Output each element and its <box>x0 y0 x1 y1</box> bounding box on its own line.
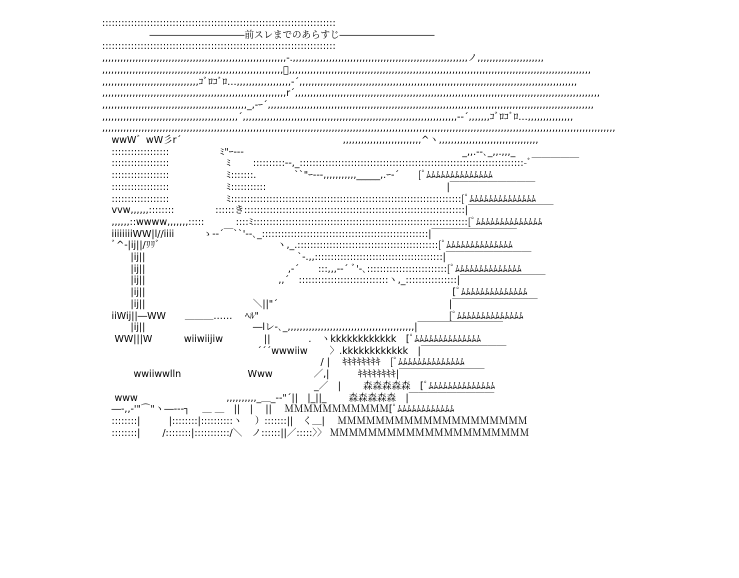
art-line: |ij|| ―lレ-､_,,,,,,,,,,,,,,,,,,,,,,,,,,,,,,,,,,,,,,,,,,|￣￣￣￣￣￣￣￣￣ <box>102 322 504 334</box>
art-line: :::::::::::::::::: ﾐ:::::::. ``"ｰ---,,,,,,,,,,,_____,.ｰ-´ [ﾟﾑﾑﾑﾑﾑﾑﾑﾑﾑﾑﾑﾑﾑﾑ <box>102 170 493 182</box>
art-line: |ij|| ＼||"´ |￣￣￣￣￣￣￣￣￣ <box>102 298 538 310</box>
art-line: ::::::::::::::::::::::::::::::::::::::::::::::::::::::::::::::::::::::::: <box>102 41 336 53</box>
art-line: ﾞ^-|ij||/ﾘﾘﾞ ヽ,_.::::::::::::::::::::::::::::::::::::::::::::[ﾟﾑﾑﾑﾑﾑﾑﾑﾑﾑﾑﾑﾑﾑﾑ <box>102 240 513 252</box>
art-line: / | ｷｷｷｷｷｷｷｷ [ﾟﾑﾑﾑﾑﾑﾑﾑﾑﾑﾑﾑﾑﾑﾑ <box>102 357 465 369</box>
art-line: ―‐,,‐'"⌒"ヽ―‐‐‐┐ ＿ ＿ || | || ＭＭＭＭＭＭＭＭＭＭＭ[ﾟﾑﾑﾑﾑﾑﾑﾑﾑﾑﾑﾑﾑ <box>102 404 455 416</box>
ascii-art <box>102 18 732 439</box>
art-line: www ,,,,,,,,,,_＿_-‐"´|| |_||_ 森森森森森 |￣￣￣￣￣￣￣￣￣ <box>102 392 495 404</box>
art-line: wwW゛wW彡r´ ,,,,,,,,,,,,,,,,,,,,,,,,,,^ヽ,,,,,,,,,,,,,,,,,,,,,,,,,,,,,,,,, <box>102 135 539 147</box>
art-line: iiWij||―WW ＿＿＿…… ﾍﾙ" [ﾟﾑﾑﾑﾑﾑﾑﾑﾑﾑﾑﾑﾑﾑﾑ <box>102 310 524 322</box>
art-line: :::::::::::::::::: ﾐ"ｰ--- _,,.--､_,,.,,,_ <box>102 146 516 158</box>
art-line: ,,,,,,,,,,,,,,,,,,,,,,,,,,,,,,,,ｺﾞﾛｺﾞﾛ…,,,,,,,,,,,,,,,,,,-´,,,,,,,,,,,,,,,,,,,,,,,,,,,,,,,,,,,,,,,,,,,,,,,,,,,,,,,,,,,,,,,,,,,,,,,,,,,,,,,,,,,,,,,,,,,, <box>102 76 577 88</box>
art-line: :::::::::::::::::: ﾐ ::::::::::‐-,_::::::::::::::::::::::::::::::::::::::::::::::::::::::::::::::::::::::-ﾞ￣￣￣￣￣ <box>102 158 580 170</box>
art-line: ,,,,,,,,,,,,,,,,,,,,,,,,,,,,,,,,,,,,,,,,,,,,,´,,,,,,,,,,,,,,,,,,,,,,,,,,,,,,,,,,,,,,,,,,,,,,,,,,,,,,,,,,,,,,,,,,,,,,,-‐´,,,,,,,ｺﾞﾛｺﾞﾛ…,,,,,,,,,,,,,,, <box>102 111 574 123</box>
art-line: iiiiiiiiWW|l//iiii ゝ-‐´￣``'‐-､_::::::::::::::::::::::::::::::::::::::::::::::::::::|￣￣￣￣￣￣￣￣￣ <box>102 228 517 240</box>
art-line: |ij|| [ﾟﾑﾑﾑﾑﾑﾑﾑﾑﾑﾑﾑﾑﾑﾑ <box>102 287 528 299</box>
art-line: WW|||W wiiwiijiw || . ヽkkkkkkkkkkkk [ﾟﾑﾑﾑﾑﾑﾑﾑﾑﾑﾑﾑﾑﾑﾑ <box>102 333 481 345</box>
art-line: ,,,,,,,,,,,,,,,,,,,,,,,,,,,,,,,,,,,,,,,,,,,,,,,,,,,,,,,,,,,,,-.,,,,,,,,,,,,,,,,,,,,,,,,,,,,,,,,,,,,,,,,,,,,,,,,,,,,,,,,,,ノ,,,,,,,,,,,,,,,,,,,,,, <box>102 53 544 65</box>
art-title: ――――――――――前スレまでのあらすじ―――――――――― <box>102 29 435 41</box>
art-line: _／ | 森森森森森 [ﾟﾑﾑﾑﾑﾑﾑﾑﾑﾑﾑﾑﾑﾑﾑ <box>102 380 495 392</box>
art-line: ,,,,,,,,,,,,,,,,,,,,,,,,,,,,,,,,,,,,,,,,,,,,,,,,_,-ｰ´,,,,,,,,,,,,,,,,,,,,,,,,,,,,,,,,,,,,,,,,,,,,,,,,,,,,,,,,,,,,,,,,,,,,,,,,,,,,,,,,,,,,,,,,,,,,,,,,,,,,,,,,,,,, <box>102 99 594 111</box>
art-line: |ij|| ,,´ ::::::::::::::::::::::::::::ヽ,_::::::::::::::::|￣￣￣￣￣￣￣￣￣ <box>102 275 546 287</box>
art-line: vvw,,,,,,:::::::: ::::::き:::::::::::::::::::::::::::::::::::::::::::::::::::::::::::::::::::::|￣￣￣￣￣￣￣￣￣ <box>102 205 554 217</box>
art-line: ::::::::| |::::::::|::::::::::ヽ ）:::::::|| く＿| ＭＭＭＭＭＭＭＭＭＭＭＭＭＭＭＭＭＭＭＭ <box>102 415 528 427</box>
art-line: :::::::::::::::::: ﾐ::::::::::::::::::::::::::::::::::::::::::::::::::::::::::::::::::::::::[ﾟﾑﾑﾑﾑﾑﾑﾑﾑﾑﾑﾑﾑﾑﾑ <box>102 193 536 205</box>
art-line: ,,,,,,::wwww,,,,,,,::::: ::::ﾐ:::::::::::::::::::::::::::::::::::::::::::::::::::::::::::::::::::[ﾟﾑﾑﾑﾑﾑﾑﾑﾑﾑﾑﾑﾑﾑﾑ <box>102 216 543 228</box>
art-line: ::::::::::::::::::::::::::::::::::::::::::::::::::::::::::::::::::::::::: <box>102 18 336 29</box>
art-line: ::::::::| /::::::::|:::::::::::/＼ ノ::::::||／:::::〉〉 ＭＭＭＭＭＭＭＭＭＭＭＭＭＭＭＭＭＭＭＭＭ <box>102 427 530 439</box>
art-line: ´´´wwwiiw 〉.kkkkkkkkkkkk |￣￣￣￣￣￣￣￣￣ <box>102 345 507 357</box>
art-line: ,,,,,,,,,,,,,,,,,,,,,,,,,,,,,,,,,,,,,,,,,,,,,,,,,,,,,,,,,,,,ﾞ,,,,,,,,,,,,,,,,,,,,,,,,,,,,,,,,,,,,,,,,,,,,,,,,,,,,,,,,,,,,,,,,,,,,,,,,,,,,,,,,,,,,,,,,,,,,,,,,,,,, <box>102 64 591 76</box>
art-line: |ij|| `-.,,::::::::::::::::::::::::::::::::::::::::|￣￣￣￣￣￣￣￣￣ <box>102 252 532 264</box>
art-line: :::::::::::::::::: ﾐ::::::::::: |￣￣￣￣￣￣￣￣￣ <box>102 181 536 193</box>
art-line: ,,,,,,,,,,,,,,,,,,,,,,,,,,,,,,,,,,,,,,,,,,,,,,,,,,,,,,,,,,,,,,,,,,,,,,,,,,,,,,,,,,,,,,,,,,,,,,,,,,,,,,,,,,,,,,,,,,,,,,,,,,,,,,,,,,,,,,,,,,,,,,,,,,,,,,,,,,,,,,,,,,,,,,,,,, <box>102 123 616 135</box>
art-line: |ij|| ,-´ :::,,,-‐´ ﾞ'-､:::::::::::::::::::::::::[ﾟﾑﾑﾑﾑﾑﾑﾑﾑﾑﾑﾑﾑﾑﾑ <box>102 263 522 275</box>
ascii-art-canvas <box>102 18 732 574</box>
art-line: wwiiwwlln Www ／,| ｷｷｷｷｷｷｷｷ|￣￣￣￣￣￣￣￣￣ <box>102 369 485 381</box>
art-line: ,,,,,,,,,,,,,,,,,,,,,,,,,,,,,,,,,,,,,,,,,,,,,,,,,,,,,,,,,,,,,r´,,,,,,,,,,,,,,,,,,,,,,,,,,,,,,,,,,,,,,,,,,,,,,,,,,,,,,,,,,,,,,,,,,,,,,,,,,,,,,,,,,,,,,,,,,,,,,,,,,,,, <box>102 88 600 100</box>
